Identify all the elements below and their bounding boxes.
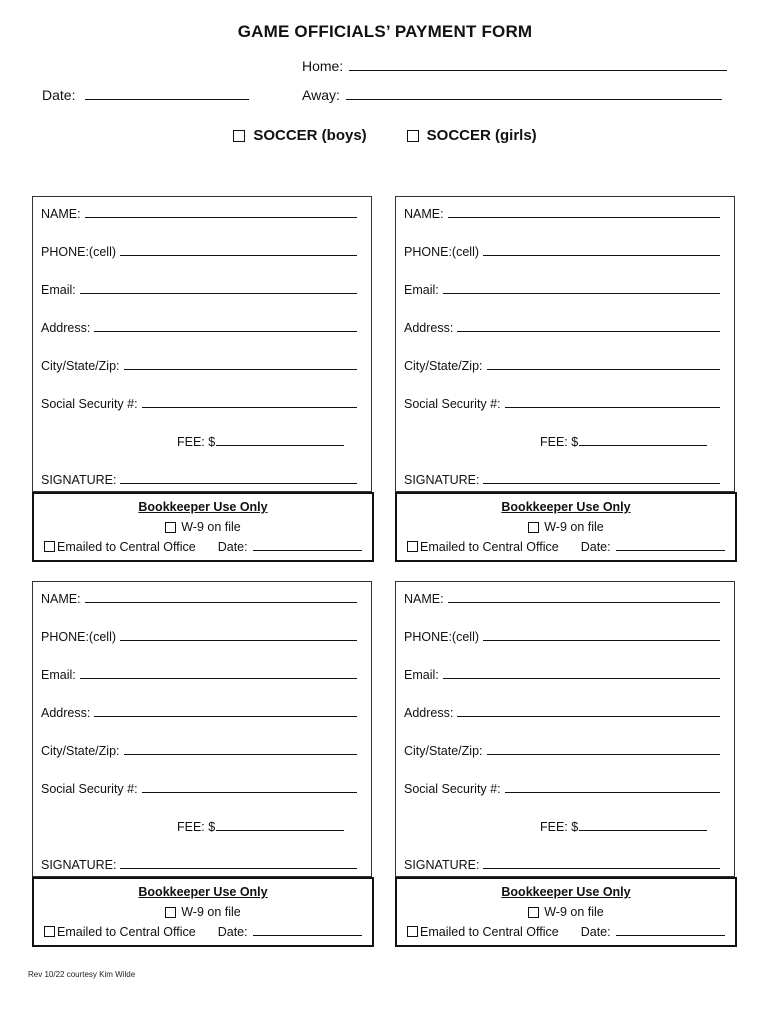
sport-option-boys[interactable] [233, 127, 366, 144]
bookkeeper-title: Bookkeeper Use Only [501, 500, 631, 514]
email-label: Email: [41, 668, 76, 682]
form-title: GAME OFFICIALS’ PAYMENT FORM [237, 22, 533, 41]
email-field[interactable] [41, 664, 357, 682]
ssn-field[interactable] [404, 393, 720, 411]
fee-field[interactable] [177, 431, 344, 449]
city-state-zip-label: City/State/Zip: [404, 359, 483, 373]
emailed-label: Emailed to Central Office [420, 540, 559, 554]
signature-label: SIGNATURE: [41, 858, 117, 872]
checkbox-icon[interactable] [528, 522, 539, 533]
signature-field[interactable] [404, 854, 720, 872]
email-label: Email: [404, 668, 439, 682]
city-state-zip-field[interactable] [404, 355, 720, 373]
phone-label: PHONE:(cell) [404, 630, 480, 644]
email-label: Email: [41, 283, 76, 297]
ssn-field[interactable] [404, 778, 720, 796]
phone-label: PHONE:(cell) [41, 630, 117, 644]
email-field[interactable] [404, 664, 720, 682]
bookkeeper-date-field[interactable] [616, 550, 725, 551]
name-field[interactable] [404, 203, 720, 221]
phone-field[interactable] [404, 241, 720, 259]
city-state-zip-label: City/State/Zip: [404, 744, 483, 758]
name-label: NAME: [404, 207, 444, 221]
sport-option-girls[interactable] [407, 127, 537, 144]
name-field[interactable] [41, 203, 357, 221]
address-label: Address: [41, 321, 91, 335]
phone-field[interactable] [404, 626, 720, 644]
bookkeeper-box [32, 492, 374, 562]
address-label: Address: [41, 706, 91, 720]
bookkeeper-box [395, 492, 737, 562]
email-field[interactable] [404, 279, 720, 297]
emailed-label: Emailed to Central Office [420, 925, 559, 939]
fee-label: FEE: $ [540, 820, 579, 834]
phone-field[interactable] [41, 241, 357, 259]
bookkeeper-box [32, 877, 374, 947]
phone-label: PHONE:(cell) [41, 245, 117, 259]
fee-label: FEE: $ [177, 435, 216, 449]
fee-field[interactable] [540, 816, 707, 834]
official-card [395, 196, 735, 492]
city-state-zip-label: City/State/Zip: [41, 744, 120, 758]
w9-label: W-9 on file [181, 905, 241, 919]
bookkeeper-box [395, 877, 737, 947]
signature-field[interactable] [404, 469, 720, 487]
fee-label: FEE: $ [540, 435, 579, 449]
sport-label: SOCCER (girls) [426, 127, 537, 144]
name-label: NAME: [41, 592, 81, 606]
checkbox-icon[interactable] [407, 541, 418, 552]
address-field[interactable] [404, 702, 720, 720]
city-state-zip-label: City/State/Zip: [41, 359, 120, 373]
name-label: NAME: [404, 592, 444, 606]
ssn-label: Social Security #: [404, 782, 501, 796]
emailed-option[interactable] [407, 925, 725, 939]
fee-label: FEE: $ [177, 820, 216, 834]
city-state-zip-field[interactable] [41, 740, 357, 758]
address-label: Address: [404, 706, 454, 720]
fee-field[interactable] [177, 816, 344, 834]
checkbox-icon[interactable] [44, 541, 55, 552]
away-row [302, 87, 722, 103]
phone-field[interactable] [41, 626, 357, 644]
bookkeeper-date-label: Date: [217, 540, 248, 554]
checkbox-icon[interactable] [44, 926, 55, 937]
checkbox-icon[interactable] [528, 907, 539, 918]
checkbox-icon[interactable] [165, 907, 176, 918]
address-field[interactable] [41, 317, 357, 335]
checkbox-icon[interactable] [407, 926, 418, 937]
w9-option[interactable] [397, 520, 735, 534]
email-label: Email: [404, 283, 439, 297]
sport-selection [0, 127, 770, 144]
email-field[interactable] [41, 279, 357, 297]
bookkeeper-title: Bookkeeper Use Only [501, 885, 631, 899]
bookkeeper-date-field[interactable] [616, 935, 725, 936]
fee-field[interactable] [540, 431, 707, 449]
ssn-label: Social Security #: [404, 397, 501, 411]
w9-option[interactable] [397, 905, 735, 919]
checkbox-icon[interactable] [165, 522, 176, 533]
city-state-zip-field[interactable] [41, 355, 357, 373]
date-row [42, 87, 249, 103]
bookkeeper-date-field[interactable] [253, 550, 362, 551]
bookkeeper-date-label: Date: [217, 925, 248, 939]
checkbox-icon[interactable] [407, 130, 419, 142]
date-label: Date: [42, 87, 76, 103]
emailed-option[interactable] [44, 540, 362, 554]
home-row [302, 58, 727, 74]
bookkeeper-date-field[interactable] [253, 935, 362, 936]
emailed-label: Emailed to Central Office [57, 925, 196, 939]
date-field[interactable] [85, 99, 249, 100]
address-field[interactable] [41, 702, 357, 720]
address-label: Address: [404, 321, 454, 335]
sport-label: SOCCER (boys) [253, 127, 367, 144]
name-label: NAME: [41, 207, 81, 221]
signature-field[interactable] [41, 854, 357, 872]
bookkeeper-date-label: Date: [580, 925, 611, 939]
signature-label: SIGNATURE: [41, 473, 117, 487]
away-label: Away: [302, 87, 340, 103]
emailed-option[interactable] [407, 540, 725, 554]
ssn-field[interactable] [41, 778, 357, 796]
bookkeeper-title: Bookkeeper Use Only [138, 500, 268, 514]
bookkeeper-date-label: Date: [580, 540, 611, 554]
signature-label: SIGNATURE: [404, 858, 480, 872]
emailed-option[interactable] [44, 925, 362, 939]
w9-label: W-9 on file [544, 520, 604, 534]
city-state-zip-field[interactable] [404, 740, 720, 758]
phone-label: PHONE:(cell) [404, 245, 480, 259]
away-field[interactable] [346, 99, 722, 100]
bookkeeper-title: Bookkeeper Use Only [138, 885, 268, 899]
w9-option[interactable] [34, 905, 372, 919]
checkbox-icon[interactable] [233, 130, 245, 142]
home-field[interactable] [349, 70, 727, 71]
signature-label: SIGNATURE: [404, 473, 480, 487]
w9-label: W-9 on file [544, 905, 604, 919]
w9-label: W-9 on file [181, 520, 241, 534]
footer-revision: Rev 10/22 courtesy Kim Wilde [28, 970, 136, 979]
official-card [32, 196, 372, 492]
signature-field[interactable] [41, 469, 357, 487]
name-field[interactable] [41, 588, 357, 606]
ssn-field[interactable] [41, 393, 357, 411]
ssn-label: Social Security #: [41, 782, 138, 796]
home-label: Home: [302, 58, 344, 74]
name-field[interactable] [404, 588, 720, 606]
emailed-label: Emailed to Central Office [57, 540, 196, 554]
w9-option[interactable] [34, 520, 372, 534]
address-field[interactable] [404, 317, 720, 335]
ssn-label: Social Security #: [41, 397, 138, 411]
official-card [395, 581, 735, 877]
official-card [32, 581, 372, 877]
